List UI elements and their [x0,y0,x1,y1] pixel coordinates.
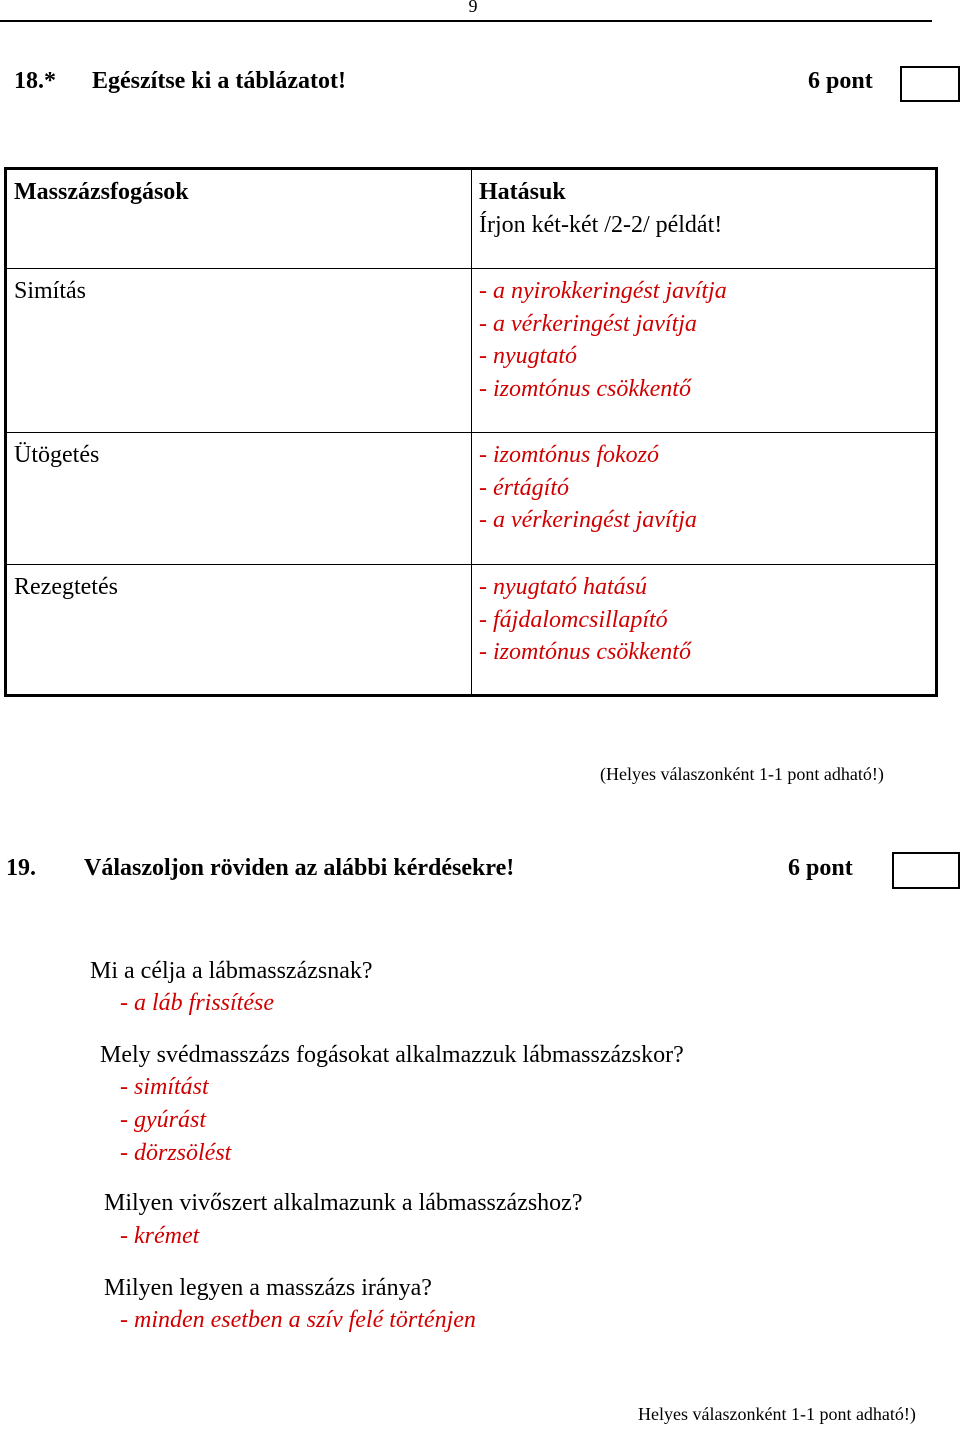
technique-cell [6,433,472,565]
q19-scoring-note: Helyes válaszonként 1-1 pont adható!) [638,1404,916,1424]
header-rule [0,20,932,22]
effects-cell [472,565,937,696]
effects-cell [472,269,937,433]
q18-scoring-note: (Helyes válaszonként 1-1 pont adható!) [600,764,884,784]
header-techniques [6,169,472,269]
answer-line: - simítást [120,1074,209,1100]
effects-cell [472,433,937,565]
header-effects-instruction: Írjon két-két /2-2/ példát! [479,211,723,238]
effect-item: - a vérkeringést javítja [479,507,697,533]
q19-points: 6 pont [788,855,853,881]
technique-name: Simítás [14,278,87,304]
table-row [6,269,937,433]
effect-item: - értágító [479,474,569,501]
answer-line: - gyúrást [120,1107,206,1133]
q18-number: 18.* [14,68,56,94]
effect-item: - nyugtató [479,343,577,369]
effect-item: - izomtónus csökkentő [479,639,691,665]
table-row [6,565,937,696]
answer-line: - krémet [120,1223,200,1249]
q19-number: 19. [6,855,36,881]
technique-cell [6,269,472,433]
massage-techniques-table [4,167,938,697]
header-techniques-label: Masszázsfogások [14,179,189,205]
effect-item: - izomtónus csökkentő [479,375,691,402]
answer-line: - dörzsölést [120,1140,232,1166]
page-number: 9 [468,0,478,16]
question-text: Milyen legyen a masszázs iránya? [104,1275,432,1301]
technique-name: Ütögetés [14,442,100,468]
question-text: Milyen vivőszert alkalmazunk a lábmasszázshoz? [104,1190,583,1216]
q18-points: 6 pont [808,68,873,94]
table-row [6,433,937,565]
table-header-row [6,169,937,269]
q19-title: Válaszoljon röviden az alábbi kérdésekre! [84,855,515,881]
effect-item: - fájdalomcsillapító [479,606,668,633]
q18-score-box[interactable] [900,66,960,102]
question-text: Mely svédmasszázs fogásokat alkalmazzuk lábmasszázskor? [100,1042,684,1068]
effect-item: - nyugtató hatású [479,574,647,600]
q18-title: Egészítse ki a táblázatot! [92,68,346,94]
answer-line: - minden esetben a szív felé történjen [120,1307,476,1333]
technique-name: Rezegtetés [14,574,118,600]
question-text: Mi a célja a lábmasszázsnak? [90,958,373,984]
answer-line: - a láb frissítése [120,990,274,1016]
header-effects [472,169,937,269]
header-effects-title: Hatásuk [479,179,566,205]
technique-cell [6,565,472,696]
effect-item: - izomtónus fokozó [479,442,659,468]
effect-item: - a vérkeringést javítja [479,310,697,337]
effect-item: - a nyirokkeringést javítja [479,278,727,304]
q19-score-box[interactable] [892,852,960,889]
